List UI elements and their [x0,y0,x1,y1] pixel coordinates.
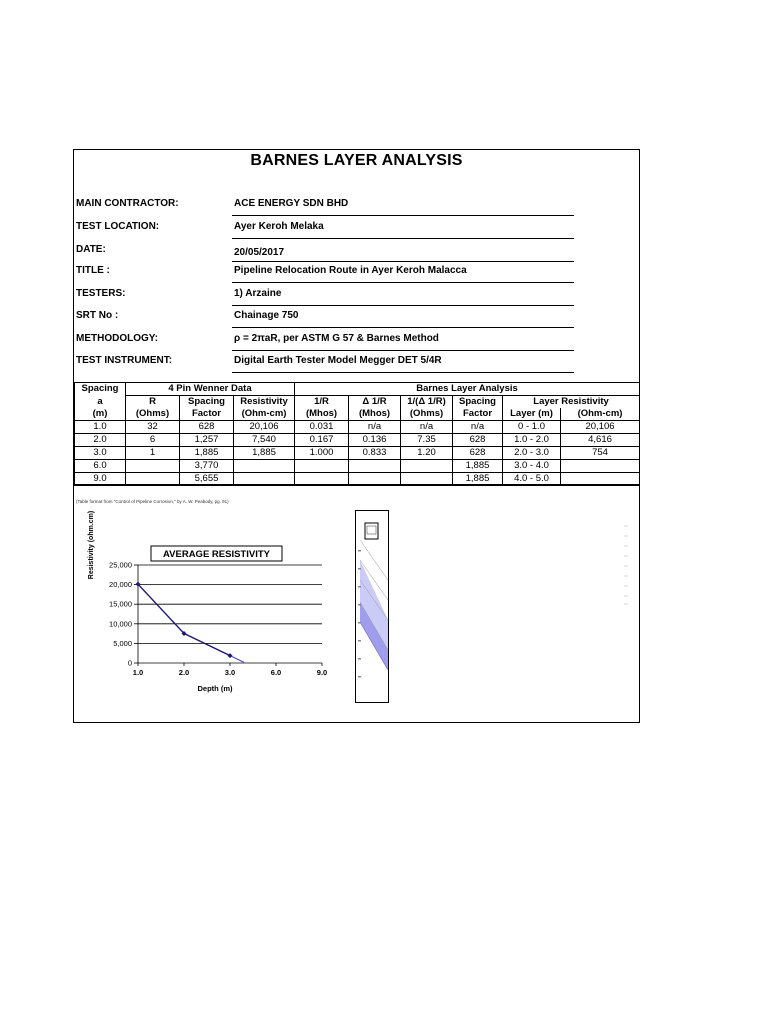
info-row [74,310,641,332]
table-cell: 0.833 [349,447,401,460]
info-value: Ayer Keroh Melaka [234,221,324,232]
table-header-cell: 1/(Δ 1/R) [401,396,453,409]
table-header-cell: a [75,396,126,409]
chart-data-point [228,653,233,658]
info-row [74,221,641,243]
info-underline [232,282,574,283]
info-underline [232,215,574,216]
table-header-unit: (m) [75,408,126,421]
table-header-unit: (Mhos) [349,408,401,421]
table-cell: 3.0 - 4.0 [503,460,561,473]
info-label: TITLE : [76,265,110,276]
table-cell: 628 [453,434,503,447]
info-label: TEST INSTRUMENT: [76,355,173,366]
table-header-unit: Factor [453,408,503,421]
table-cell: 20,106 [561,421,640,434]
chart-y-axis-label: Resistivity (ohm.cm) [88,510,95,580]
table-header-unit: (Ohms) [126,408,180,421]
chart-title: AVERAGE RESISTIVITY [163,549,270,560]
table-cell: 7.35 [401,434,453,447]
table-row [75,421,640,434]
chart-y-tick-label: 0 [127,658,132,668]
table-cell: 2.0 - 3.0 [503,447,561,460]
chart-series-line [138,584,230,655]
info-value: ACE ENERGY SDN BHD [234,198,349,209]
info-row [74,333,641,355]
table-header-unit: (Ohm-cm) [561,408,640,421]
chart-y-tick-label: 25,000 [109,560,132,570]
info-underline [232,350,574,351]
table-cell: 1,257 [180,434,234,447]
table-cell: 0 - 1.0 [503,421,561,434]
table-cell: 1.0 [75,421,126,434]
chart-y-ticks [109,561,138,668]
table-cell: 3,770 [180,460,234,473]
average-resistivity-chart [82,505,354,700]
table-header-cell: Spacing [180,396,234,409]
table-header-unit: (Mhos) [295,408,349,421]
table-cell: 2.0 [75,434,126,447]
info-underline [232,261,574,262]
table-header-unit: Factor [180,408,234,421]
report-sheet [73,149,640,723]
chart-x-tick-label: 9.0 [316,668,328,677]
info-row [74,198,641,220]
table-cell: 1 [126,447,180,460]
table-cell [401,460,453,473]
table-cell: 5,655 [180,473,234,486]
table-header-cell: Δ 1/R [349,396,401,409]
info-label: TESTERS: [76,288,126,299]
table-cell: 0.136 [349,434,401,447]
chart-y-tick-label: 5,000 [113,638,132,648]
chart-gridlines [138,565,322,643]
info-label: TEST LOCATION: [76,221,160,232]
chart-x-tick-label: 1.0 [132,668,144,677]
table-row [75,434,640,447]
table-cell: 6 [126,434,180,447]
info-value: 20/05/2017 [234,247,285,258]
info-value: Chainage 750 [234,310,299,321]
chart-trendline [138,584,244,662]
info-underline [232,305,574,306]
table-header-cell: R [126,396,180,409]
table-header-cell: Layer Resistivity [503,396,640,409]
table-header-cell: Resistivity [234,396,295,409]
chart-y-tick-label: 15,000 [109,599,132,609]
table-cell: 9.0 [75,473,126,486]
header-wenner-group: 4 Pin Wenner Data [126,383,295,396]
table-header-unit: Layer (m) [503,408,561,421]
table-cell: 628 [453,447,503,460]
table-cell: 20,106 [234,421,295,434]
info-row [74,288,641,310]
report-title: BARNES LAYER ANALYSIS [250,152,463,169]
chart-x-tick-label: 6.0 [270,668,282,677]
table-header-cell: 1/R [295,396,349,409]
table-cell [126,460,180,473]
table-cell: 628 [180,421,234,434]
chart-x-tick-label: 2.0 [178,668,190,677]
table-cell [349,460,401,473]
table-cell: 0.031 [295,421,349,434]
chart-y-tick-label: 10,000 [109,619,132,629]
table-cell: 1,885 [453,460,503,473]
table-cell: 1.0 - 2.0 [503,434,561,447]
header-spacing: Spacing [75,383,126,396]
table-header-unit: (Ohms) [401,408,453,421]
table-cell: 4.0 - 5.0 [503,473,561,486]
info-value: 1) Arzaine [234,288,282,299]
header-barnes-group: Barnes Layer Analysis [295,383,640,396]
info-underline [232,372,574,373]
table-row [75,447,640,460]
table-cell: 32 [126,421,180,434]
table-header-cell: Spacing [453,396,503,409]
info-value: ρ = 2πaR, per ASTM G 57 & Barnes Method [234,333,439,344]
chart-x-axis-label: Depth (m) [197,684,233,693]
info-row [74,244,641,266]
table-cell: n/a [401,421,453,434]
table-cell: 7,540 [234,434,295,447]
chart-x-tick-label: 3.0 [224,668,236,677]
chart-y-tick-label: 20,000 [109,580,132,590]
table-cell: 1.20 [401,447,453,460]
info-row [74,265,641,287]
info-row [74,355,641,377]
table-cell: n/a [349,421,401,434]
table-cell: 3.0 [75,447,126,460]
info-label: METHODOLOGY: [76,333,159,344]
table-cell: 4,616 [561,434,640,447]
table-cell: 1,885 [180,447,234,460]
table-row [75,460,640,473]
faint-right-scale [622,524,632,609]
table-cell: 1,885 [453,473,503,486]
table-cell: 1,885 [234,447,295,460]
table-cell: 6.0 [75,460,126,473]
chart-series [136,582,244,663]
table-cell [234,460,295,473]
chart-x-ticks [133,663,327,677]
barnes-data-table [74,382,640,486]
info-value: Digital Earth Tester Model Megger DET 5/4R [234,355,442,366]
table-cell: 1.000 [295,447,349,460]
info-label: DATE: [76,244,106,255]
info-label: SRT No : [76,310,119,321]
table-cell: n/a [453,421,503,434]
table-cell [561,460,640,473]
table-cell [295,460,349,473]
table-cell: 754 [561,447,640,460]
table-separator [74,484,639,485]
info-label: MAIN CONTRACTOR: [76,198,179,209]
table-source-note: (Table format from "Control of Pipeline Corrosion," by A. W. Peabody, pg. 91) [76,499,229,504]
info-underline [232,238,574,239]
barnes-layer-mini-chart [355,510,389,703]
table-header-unit: (Ohm-cm) [234,408,295,421]
table-cell: 0.167 [295,434,349,447]
info-value: Pipeline Relocation Route in Ayer Keroh Malacca [234,265,467,276]
info-underline [232,327,574,328]
